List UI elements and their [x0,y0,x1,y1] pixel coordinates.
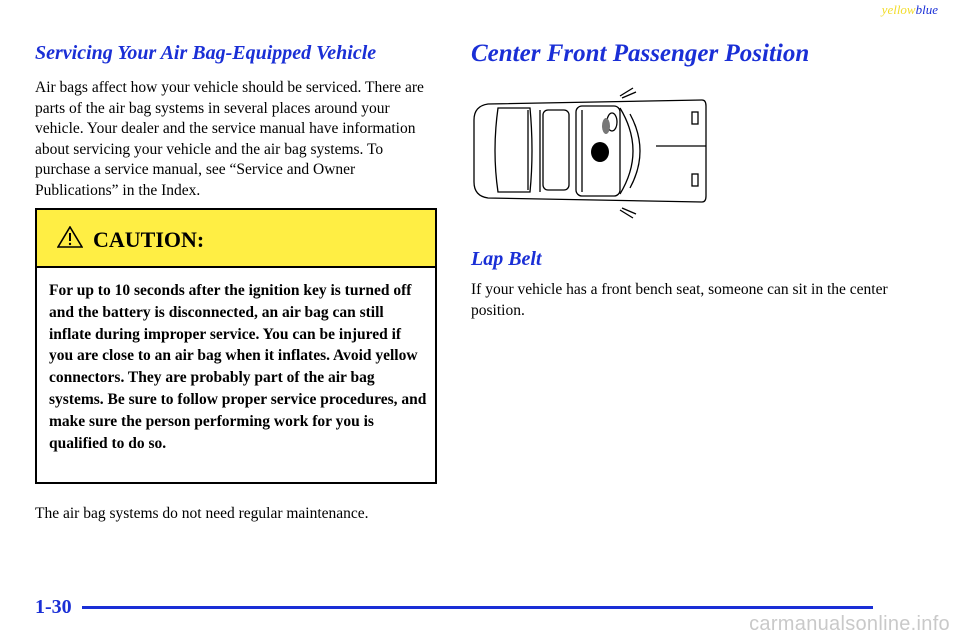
brand-yellow: yellow [881,2,916,17]
servicing-paragraph: Air bags affect how your vehicle should be serviced. There are parts of the air bag systems in several places around your vehicle. Your dealer and the service manual have information about servicing your vehicle and the air bag systems. To purchase a service manual, see “Service and Owner Publications” in the Index. [35,79,424,199]
caution-title: CAUTION: [93,227,205,252]
footer-rule [82,606,873,609]
caution-header [37,210,435,268]
watermark: carmanualsonline.info [749,613,950,635]
center-occupant-marker [591,142,609,162]
section-heading-center-position: Center Front Passenger Position [471,40,810,67]
lap-belt-paragraph: If your vehicle has a front bench seat, someone can sit in the center position. [471,281,888,319]
subheading-lap-belt: Lap Belt [471,248,542,270]
warning-triangle-icon [57,226,83,248]
section-heading-servicing: Servicing Your Air Bag-Equipped Vehicle [35,42,377,64]
car-seating-diagram [470,86,720,221]
caution-box [35,208,437,484]
maintenance-note: The air bag systems do not need regular maintenance. [35,505,369,522]
page-number: 1-30 [35,596,72,618]
brand-blue: blue [915,2,938,17]
brand-label [882,2,938,18]
caution-text: For up to 10 seconds after the ignition key is turned off and the battery is disconnected, an air bag can still inflate during improper service. You can be injured if you are close to an air bag when it inflates. Avoid yellow connectors. They are probably part of the air bag systems. Be sure to follow proper service procedures, and make sure the person performing work for you is qualified to do so. [49,282,427,452]
